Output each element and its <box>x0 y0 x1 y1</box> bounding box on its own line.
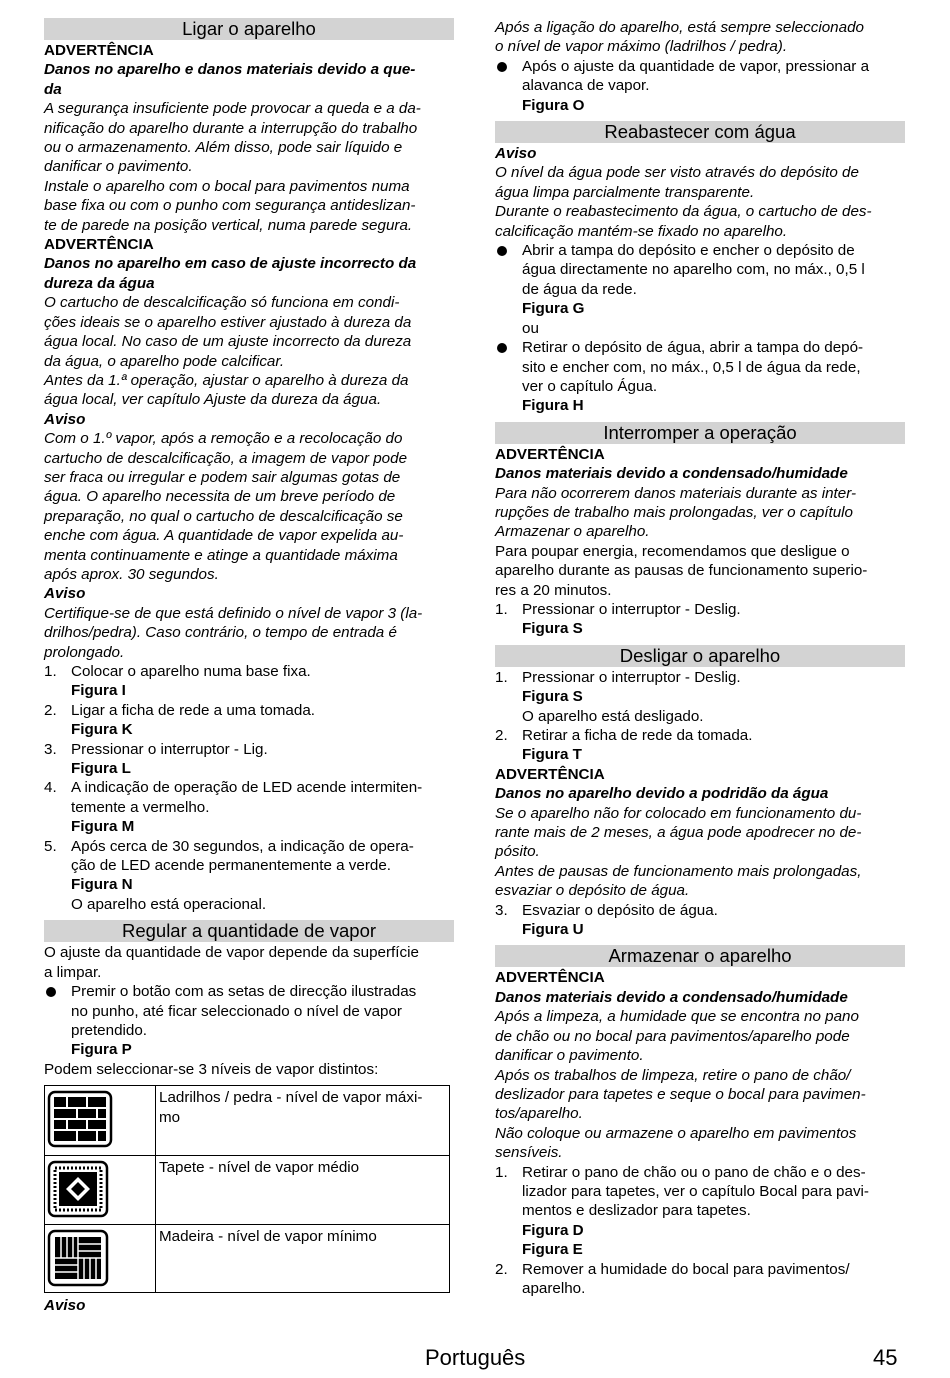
step-item <box>495 1260 905 1279</box>
warning-text: pósito. <box>495 843 540 861</box>
warning-text: água local. No caso de um ajuste incorrecto da dureza <box>44 333 412 351</box>
figure-reference: Figura M <box>71 818 135 836</box>
bullet-text: Retirar o depósito de água, abrir a tampa do depó- <box>522 339 864 357</box>
warning-text: Após os trabalhos de limpeza, retire o pano de chão/ <box>495 1066 851 1084</box>
note-text: água limpa parcialmente transparente. <box>495 183 755 201</box>
step-text: ção de LED acende permanentemente a verde. <box>71 857 391 875</box>
warning-text: de chão ou no bocal para pavimentos/aparelho pode <box>495 1027 850 1045</box>
table-cell-text <box>156 1086 450 1156</box>
step-text: Retirar a ficha de rede da tomada. <box>522 727 753 744</box>
warning-subtitle: Danos no aparelho em caso de ajuste incorrecto da <box>44 255 417 273</box>
warning-heading: ADVERTÊNCIA <box>495 445 605 463</box>
bullet-text: no punho, até ficar seleccionado o nível de vapor <box>71 1002 402 1020</box>
warning-text: sensíveis. <box>495 1144 563 1162</box>
warning-text: Não coloque ou armazene o aparelho em pavimentos <box>495 1124 857 1142</box>
steam-level-label: Madeira - nível de vapor mínimo <box>159 1227 377 1245</box>
table-row <box>45 1156 450 1224</box>
note-text: enche com água. A quantidade de vapor expelida au- <box>44 527 404 545</box>
warning-text: Se o aparelho não for colocado em funcionamento du- <box>495 804 862 822</box>
footer-language: Português <box>425 1345 526 1370</box>
step-number: 1. <box>44 663 57 680</box>
warning-text: danificar o pavimento. <box>44 158 193 176</box>
note-text: prolongado. <box>44 643 125 661</box>
warning-heading: ADVERTÊNCIA <box>495 969 605 987</box>
right-column <box>495 18 905 1298</box>
step-text: Pressionar o interruptor - Deslig. <box>522 668 741 686</box>
brick-wall-icon <box>47 1090 133 1148</box>
bullet-text: de água da rede. <box>522 280 637 298</box>
step-text: Pressionar o interruptor - Lig. <box>71 740 268 758</box>
warning-heading: ADVERTÊNCIA <box>495 765 605 783</box>
warning-subtitle: da <box>44 80 62 98</box>
figure-reference: Figura S <box>522 620 583 638</box>
table-cell-text <box>156 1224 450 1292</box>
step-text: lizador para tapetes, ver o capítulo Bocal para pavi- <box>522 1182 869 1200</box>
note-text: calcificação mantém-se fixado no aparelho. <box>495 222 788 240</box>
note-text: cartucho de descalcificação, a imagem de vapor pode <box>44 449 408 467</box>
carpet-icon <box>47 1160 133 1218</box>
figure-reference: Figura G <box>522 300 585 318</box>
step-text: Após cerca de 30 segundos, a indicação de opera- <box>71 837 414 855</box>
bullet-item <box>495 57 905 76</box>
note-heading: Aviso <box>44 410 86 428</box>
warning-subtitle: Danos no aparelho devido a podridão da água <box>495 785 829 803</box>
warning-heading: ADVERTÊNCIA <box>44 236 154 254</box>
step-item <box>44 662 454 681</box>
note-text: drilhos/pedra). Caso contrário, o tempo de entrada é <box>44 624 397 642</box>
section-title-ligar: Ligar o aparelho <box>44 18 454 40</box>
warning-subtitle: Danos materiais devido a condensado/humidade <box>495 988 848 1006</box>
step-result: O aparelho está desligado. <box>522 707 704 725</box>
table-cell-icon <box>45 1156 156 1224</box>
bullet-item <box>44 982 454 1001</box>
warning-text: nificação do aparelho durante a interrupção do trabalho <box>44 119 418 137</box>
page-number: 45 <box>873 1345 898 1370</box>
paragraph: Para poupar energia, recomendamos que desligue o <box>495 542 850 560</box>
step-text: Ligar a ficha de rede a uma tomada. <box>71 701 315 719</box>
figure-reference: Figura T <box>522 746 582 764</box>
figure-reference: Figura O <box>522 96 585 114</box>
section-title-desligar: Desligar o aparelho <box>495 645 905 667</box>
note-heading: Aviso <box>44 585 86 603</box>
section-title-armazenar: Armazenar o aparelho <box>495 945 905 967</box>
paragraph: a limpar. <box>44 963 102 981</box>
step-text: Colocar o aparelho numa base fixa. <box>71 663 311 680</box>
step-text: Remover a humidade do bocal para pavimentos/ <box>522 1260 850 1278</box>
note-text: preparação, no qual o cartucho de descalcificação se <box>44 507 403 525</box>
table-row <box>45 1224 450 1292</box>
section-title-interromper: Interromper a operação <box>495 422 905 444</box>
warning-text: rante mais de 2 meses, a água pode apodrecer no de- <box>495 824 862 842</box>
figure-reference: Figura K <box>71 721 133 739</box>
warning-text: base fixa ou com o punho com segurança antideslizan- <box>44 197 416 215</box>
step-result: O aparelho está operacional. <box>71 895 267 913</box>
paragraph: aparelho durante as pausas de funcionamento superio- <box>495 562 868 580</box>
bullet-dot <box>497 62 507 72</box>
bullet-text: sito e encher com, no máx., 0,5 l de água da rede, <box>522 358 861 376</box>
steam-levels-table <box>44 1085 450 1293</box>
warning-text: Armazenar o aparelho. <box>495 523 650 541</box>
step-number: 4. <box>44 779 57 797</box>
paragraph: res a 20 minutos. <box>495 581 612 599</box>
bullet-text: água directamente no aparelho com, no máx., 0,5 l <box>522 261 865 279</box>
paragraph: O ajuste da quantidade de vapor depende da superfície <box>44 944 419 962</box>
bullet-item <box>495 338 905 357</box>
figure-reference: Figura N <box>71 876 133 894</box>
section-title-regular-vapor: Regular a quantidade de vapor <box>44 920 454 942</box>
warning-subtitle: dureza da água <box>44 274 155 292</box>
step-text: aparelho. <box>522 1279 586 1297</box>
step-item <box>44 740 454 759</box>
step-item <box>495 600 905 619</box>
warning-text: Antes de pausas de funcionamento mais prolongadas, <box>495 862 862 880</box>
note-heading: Aviso <box>495 145 537 163</box>
step-number: 5. <box>44 837 57 855</box>
warning-text: danificar o pavimento. <box>495 1047 644 1065</box>
warning-text: A segurança insuficiente pode provocar a queda e a da- <box>44 100 421 118</box>
note-text: água. O aparelho necessita de um breve período de <box>44 488 396 506</box>
warning-text: esvaziar o depósito de água. <box>495 882 690 900</box>
section-title-reabastecer: Reabastecer com água <box>495 121 905 143</box>
note-text: ser fraca ou irregular e podem sair algumas gotas de <box>44 468 401 486</box>
warning-text: Para não ocorrerem danos materiais durante as inter- <box>495 484 857 502</box>
step-text: mentos e deslizador para tapetes. <box>522 1202 751 1220</box>
table-row <box>45 1086 450 1156</box>
bullet-text: Premir o botão com as setas de direcção ilustradas <box>71 983 417 1001</box>
step-number: 1. <box>495 668 508 686</box>
table-cell-text <box>156 1156 450 1224</box>
warning-text: ou o armazenamento. Além disso, pode sair líquido e <box>44 139 403 157</box>
warning-heading: ADVERTÊNCIA <box>44 42 154 59</box>
step-number: 1. <box>495 600 508 618</box>
figure-reference: Figura U <box>522 921 584 939</box>
step-item <box>495 1163 905 1182</box>
figure-reference: Figura E <box>522 1241 583 1259</box>
warning-text: te de parede na posição vertical, numa parede segura. <box>44 216 413 234</box>
warning-text: da água, o aparelho pode calcificar. <box>44 352 285 370</box>
note-text: Após a ligação do aparelho, está sempre seleccionado <box>495 19 864 36</box>
left-column <box>44 18 454 1315</box>
note-text: menta continuamente e atinge a quantidade máxima <box>44 546 398 564</box>
table-cell-icon <box>45 1086 156 1156</box>
figure-reference: Figura I <box>71 682 126 700</box>
step-item <box>495 726 905 745</box>
step-text: Pressionar o interruptor - Deslig. <box>522 600 741 618</box>
step-text: Esvaziar o depósito de água. <box>522 901 718 919</box>
note-text: O nível da água pode ser visto através do depósito de <box>495 164 859 182</box>
bullet-item <box>495 241 905 260</box>
figure-reference: Figura D <box>522 1221 584 1239</box>
figure-reference: Figura S <box>522 688 583 706</box>
warning-text: O cartucho de descalcificação só funciona em condi- <box>44 294 400 312</box>
step-text: Retirar o pano de chão ou o pano de chão e o des- <box>522 1163 866 1181</box>
steam-level-label: Ladrilhos / pedra - nível de vapor máxi- <box>159 1089 423 1107</box>
warning-text: água local, ver capítulo Ajuste da dureza da água. <box>44 391 382 409</box>
figure-reference: Figura L <box>71 760 131 778</box>
note-text: Durante o reabastecimento da água, o cartucho de des- <box>495 203 872 221</box>
warning-text: deslizador para tapetes e seque o bocal para pavimen- <box>495 1085 866 1103</box>
warning-text: ções ideais se o aparelho estiver ajustado à dureza da <box>44 313 412 331</box>
bullet-text: Após o ajuste da quantidade de vapor, pressionar a <box>522 57 870 75</box>
step-number: 2. <box>44 701 57 719</box>
figure-reference: Figura H <box>522 397 584 415</box>
bullet-text: pretendido. <box>71 1021 147 1039</box>
or-text: ou <box>522 319 539 337</box>
step-item <box>44 837 454 856</box>
steam-level-label: mo <box>159 1108 181 1126</box>
figure-reference: Figura P <box>71 1041 132 1059</box>
note-heading: Aviso <box>44 1296 86 1314</box>
note-text: após aprox. 30 segundos. <box>44 565 219 583</box>
step-text: temente a vermelho. <box>71 798 210 816</box>
warning-text: Instale o aparelho com o bocal para pavimentos numa <box>44 177 410 195</box>
wood-parquet-icon <box>47 1229 133 1287</box>
step-number: 2. <box>495 1260 508 1278</box>
note-text: Com o 1.º vapor, após a remoção e a recolocação do <box>44 430 403 448</box>
step-text: A indicação de operação de LED acende intermiten- <box>71 779 423 797</box>
bullet-text: ver o capítulo Água. <box>522 377 658 395</box>
steam-level-label: Tapete - nível de vapor médio <box>159 1159 360 1177</box>
warning-subtitle: Danos materiais devido a condensado/humidade <box>495 465 848 483</box>
step-item <box>44 778 454 797</box>
step-item <box>44 701 454 720</box>
bullet-dot <box>497 246 507 256</box>
bullet-dot <box>46 987 56 997</box>
step-number: 3. <box>495 901 508 919</box>
warning-text: tos/aparelho. <box>495 1105 583 1123</box>
bullet-text: alavanca de vapor. <box>522 77 650 95</box>
warning-text: rupções de trabalho mais prolongadas, ver o capítulo <box>495 503 853 521</box>
bullet-dot <box>497 343 507 353</box>
warning-subtitle: Danos no aparelho e danos materiais devido a que- <box>44 61 416 79</box>
bullet-text: Abrir a tampa do depósito e encher o depósito de <box>522 242 855 260</box>
table-cell-icon <box>45 1224 156 1292</box>
warning-text: Antes da 1.ª operação, ajustar o aparelho à dureza da <box>44 371 409 389</box>
note-text: Certifique-se de que está definido o nível de vapor 3 (la- <box>44 604 423 622</box>
step-number: 3. <box>44 740 57 758</box>
paragraph: Podem seleccionar-se 3 níveis de vapor distintos: <box>44 1060 379 1078</box>
note-text: o nível de vapor máximo (ladrilhos / pedra). <box>495 38 788 56</box>
step-number: 1. <box>495 1163 508 1181</box>
step-item <box>495 668 905 687</box>
step-number: 2. <box>495 727 508 744</box>
step-item <box>495 901 905 920</box>
warning-text: Após a limpeza, a humidade que se encontra no pano <box>495 1008 859 1026</box>
